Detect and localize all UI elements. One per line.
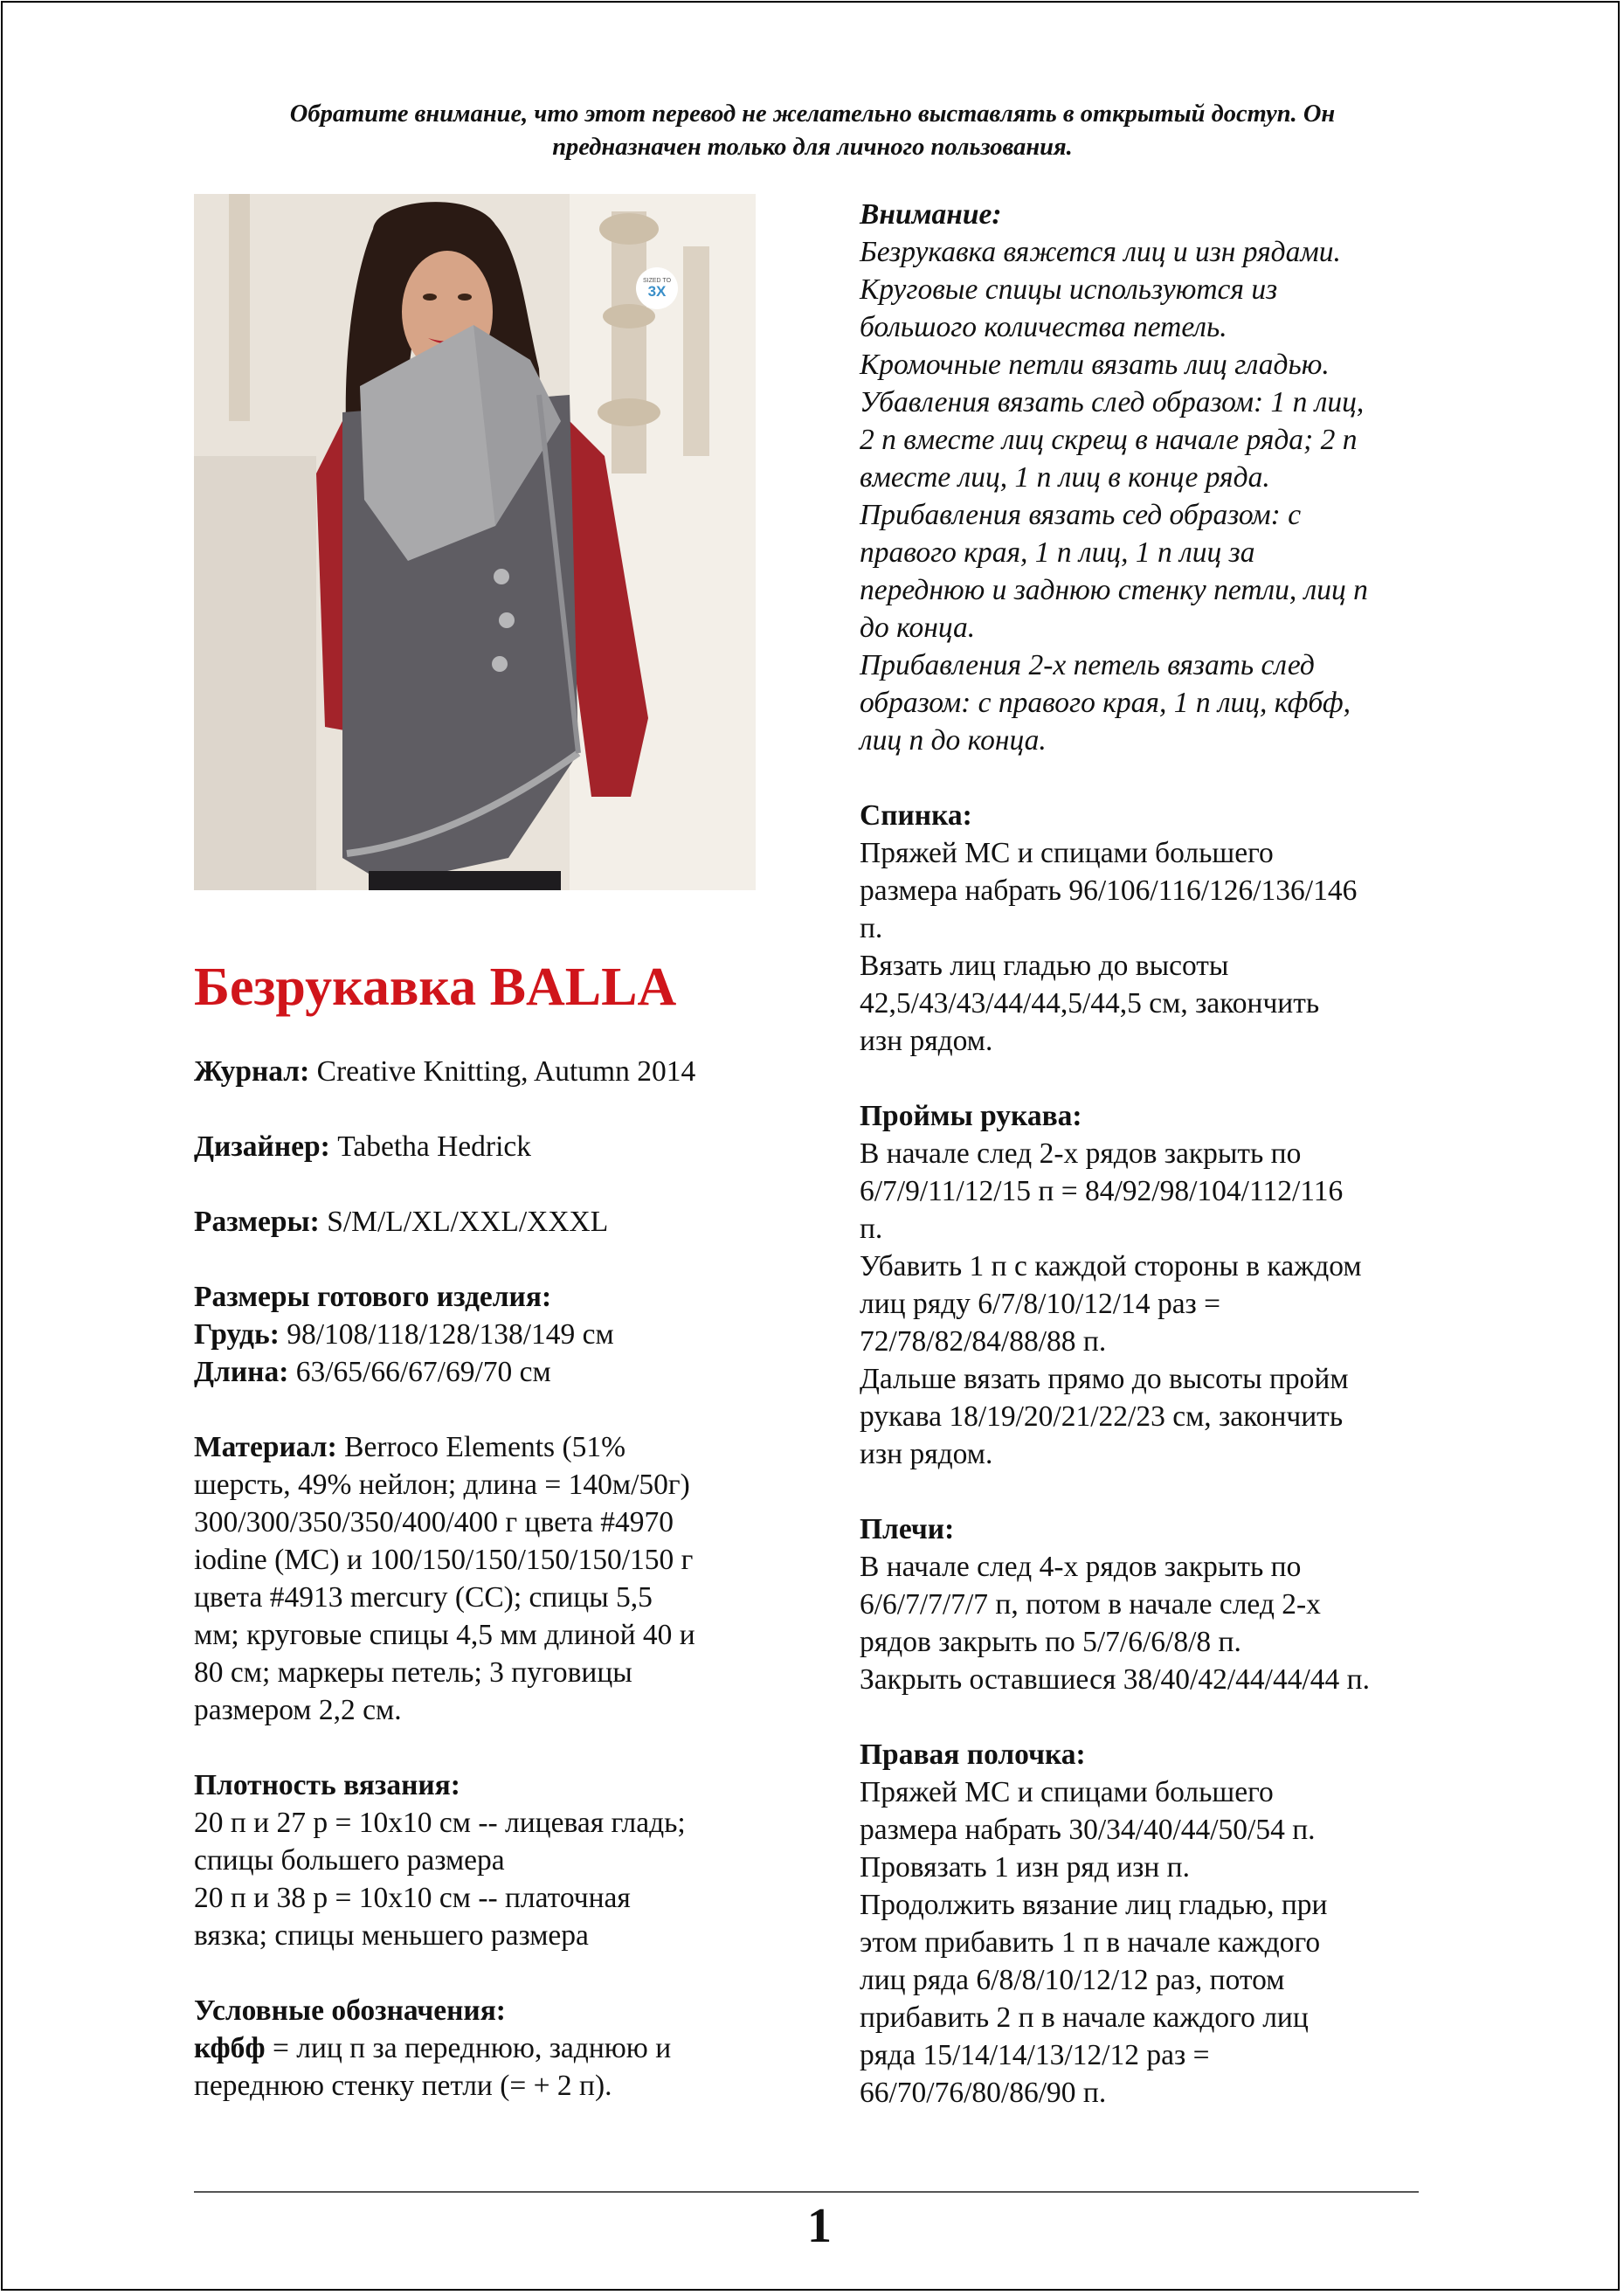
right-front-text: прибавить 2 п в начале каждого лиц <box>860 2001 1309 2034</box>
shoulders-heading: Плечи: <box>860 1513 955 1545</box>
armholes-text: изн рядом. <box>860 1438 993 1470</box>
right-front-text: этом прибавить 1 п в начале каждого <box>860 1926 1321 1959</box>
length-line <box>194 1353 788 1391</box>
back-text: изн рядом. <box>860 1025 993 1057</box>
material-text: шерсть, 49% нейлон; длина = 140м/50г) <box>194 1469 690 1501</box>
abbreviation-line <box>194 2029 788 2067</box>
pattern-title: Безрукавка BALLA <box>194 957 677 1017</box>
materials <box>194 1428 788 1729</box>
material-label: Материал: <box>194 1431 337 1463</box>
back-text: размера набрать 96/106/116/126/136/146 <box>860 874 1358 907</box>
sizes-value: S/M/L/XL/XXL/XXXL <box>327 1206 609 1238</box>
right-front-text: Провязать 1 изн ряд изн п. <box>860 1851 1190 1884</box>
armholes-text: Убавить 1 п с каждой стороны в каждом <box>860 1250 1362 1282</box>
notice-line: Обратите внимание, что этот перевод не желательно выставлять в открытый доступ. Он <box>289 100 1336 128</box>
attention-text: лиц п до конца. <box>860 724 1047 757</box>
page-number: 1 <box>807 2199 832 2253</box>
designer-line <box>194 1128 788 1165</box>
gauge-text: вязка; спицы меньшего размера <box>194 1919 589 1952</box>
gauge-heading: Плотность вязания: <box>194 1769 460 1801</box>
magazine-value: Creative Knitting, Autumn 2014 <box>316 1055 696 1088</box>
attention-text: большого количества петель. <box>860 311 1227 343</box>
gauge <box>194 1766 788 1954</box>
attention-heading: Внимание: <box>860 198 1002 231</box>
right-front-text: 66/70/76/80/86/90 п. <box>860 2077 1107 2109</box>
right-front-text: ряда 15/14/14/13/12/12 раз = <box>860 2039 1210 2071</box>
right-front-text: размера набрать 30/34/40/44/50/54 п. <box>860 1814 1316 1846</box>
magazine-label: Журнал: <box>194 1055 310 1088</box>
attention-text: переднюю и заднюю стенку петли, лиц п <box>860 574 1368 606</box>
armholes-heading: Проймы рукава: <box>860 1100 1082 1132</box>
shoulders-section <box>860 1510 1454 1698</box>
armholes-text: В начале след 2-х рядов закрыть по <box>860 1137 1302 1170</box>
magazine-line <box>194 1053 788 1090</box>
shoulders-text: рядов закрыть по 5/7/6/6/8/8 п. <box>860 1626 1241 1658</box>
material-text: размером 2,2 см. <box>194 1694 402 1726</box>
finished-measurements <box>194 1278 788 1391</box>
sizes-label: Размеры: <box>194 1206 320 1238</box>
right-front-heading: Правая полочка: <box>860 1739 1086 1771</box>
attention-text: Круговые спицы используются из <box>860 273 1278 306</box>
material-text: 300/300/350/350/400/400 г цвета #4970 <box>194 1506 674 1538</box>
right-front-text: Продолжить вязание лиц гладью, при <box>860 1889 1328 1921</box>
attention-text: 2 п вместе лиц скрещ в начале ряда; 2 п <box>860 424 1358 456</box>
finished-heading: Размеры готового изделия: <box>194 1281 552 1313</box>
armholes-text: п. <box>860 1213 883 1245</box>
abbreviation-text: переднюю стенку петли (= + 2 п). <box>194 2070 612 2102</box>
attention-text: Убавления вязать след образом: 1 п лиц, <box>860 386 1365 418</box>
material-text: iodine (MC) и 100/150/150/150/150/150 г <box>194 1544 694 1576</box>
attention-text: образом: с правого края, 1 п лиц, кфбф, <box>860 687 1351 719</box>
shoulders-text: В начале след 4-х рядов закрыть по <box>860 1551 1302 1583</box>
attention-text: Безрукавка вяжется лиц и изн рядами. <box>860 236 1341 268</box>
back-heading: Спинка: <box>860 799 972 832</box>
gauge-text: 20 п и 27 р = 10x10 см -- лицевая гладь; <box>194 1807 686 1839</box>
armholes-text: лиц ряду 6/7/8/10/12/14 раз = <box>860 1288 1221 1320</box>
back-text: Пряжей МС и спицами большего <box>860 837 1274 869</box>
abbreviation-text: = лиц п за переднюю, заднюю и <box>265 2032 672 2064</box>
right-front-text: лиц ряда 6/8/8/10/12/12 раз, потом <box>860 1964 1285 1996</box>
back-text: п. <box>860 912 883 944</box>
attention-text: Прибавления 2-х петель вязать след <box>860 649 1315 681</box>
bust-label: Грудь: <box>194 1318 280 1351</box>
material-text: 80 см; маркеры петель; 3 пуговицы <box>194 1656 632 1689</box>
bust-value: 98/108/118/128/138/149 см <box>287 1318 614 1351</box>
notice-line: предназначен только для личного пользования. <box>552 134 1073 161</box>
instructions-column <box>860 196 1454 2149</box>
material-text: Berroco Elements (51% <box>344 1431 626 1463</box>
abbreviations-heading: Условные обозначения: <box>194 1994 506 2027</box>
armholes-text: Дальше вязать прямо до высоты пройм <box>860 1363 1349 1395</box>
translation-notice <box>201 98 1424 164</box>
badge-size-text: 3X <box>647 283 667 300</box>
sizes-line <box>194 1203 788 1241</box>
armholes-text: рукава 18/19/20/21/22/23 см, закончить <box>860 1400 1344 1433</box>
attention-text: Прибавления вязать сед образом: с <box>860 499 1302 531</box>
back-section <box>860 797 1454 1060</box>
attention-section <box>860 196 1454 759</box>
designer-value: Tabetha Hedrick <box>337 1130 532 1163</box>
attention-text: правого края, 1 п лиц, 1 п лиц за <box>860 536 1255 569</box>
length-label: Длина: <box>194 1356 289 1388</box>
badge-top-text: SIZED TO <box>642 278 672 284</box>
back-text: 42,5/43/43/44/44,5/44,5 см, закончить <box>860 987 1320 1020</box>
gauge-text: 20 п и 38 р = 10x10 см -- платочная <box>194 1882 631 1914</box>
gauge-text: спицы большего размера <box>194 1844 505 1877</box>
product-photo <box>194 194 756 890</box>
armholes-section <box>860 1097 1454 1473</box>
armholes-text: 6/7/9/11/12/15 п = 84/92/98/104/112/116 <box>860 1175 1344 1207</box>
abbreviation-term: кфбф <box>194 2032 266 2064</box>
designer-label: Дизайнер: <box>194 1130 330 1163</box>
material-line <box>194 1428 788 1466</box>
material-text: цвета #4913 mercury (CC); спицы 5,5 <box>194 1581 653 1614</box>
right-front-text: Пряжей МС и спицами большего <box>860 1776 1274 1808</box>
bust-line <box>194 1316 788 1353</box>
length-value: 63/65/66/67/69/70 см <box>295 1356 551 1388</box>
attention-text: Кромочные петли вязать лиц гладью. <box>860 349 1330 381</box>
material-text: мм; круговые спицы 4,5 мм длиной 40 и <box>194 1619 695 1651</box>
shoulders-text: 6/6/7/7/7/7 п, потом в начале след 2-х <box>860 1588 1321 1621</box>
pattern-info-column <box>194 1053 788 2142</box>
back-text: Вязать лиц гладью до высоты <box>860 950 1229 982</box>
armholes-text: 72/78/82/84/88/88 п. <box>860 1325 1107 1358</box>
shoulders-text: Закрыть оставшиеся 38/40/42/44/44/44 п. <box>860 1663 1370 1696</box>
attention-text: до конца. <box>860 612 976 644</box>
right-front-section <box>860 1736 1454 2112</box>
attention-text: вместе лиц, 1 п лиц в конце ряда. <box>860 461 1270 494</box>
abbreviations <box>194 1992 788 2105</box>
